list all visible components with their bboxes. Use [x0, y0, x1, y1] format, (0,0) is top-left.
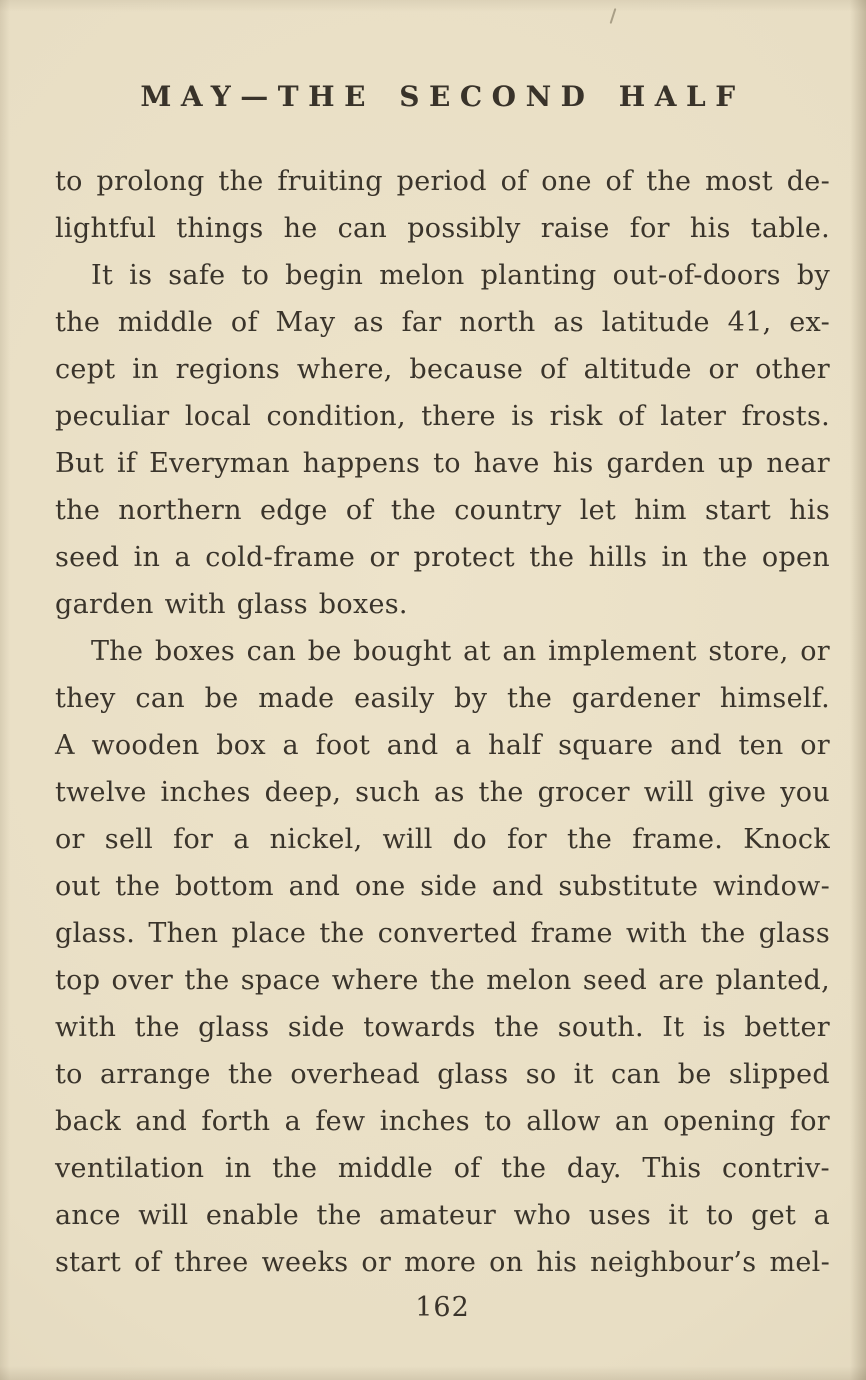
body-line: top over the space where the melon seed are planted, [55, 965, 830, 996]
page-number: 162 [415, 1292, 470, 1323]
body-line: glass. Then place the converted frame with the glass [55, 918, 830, 949]
body-line: cept in regions where, because of altitude or other [55, 354, 830, 385]
body-line: lightful things he can possibly raise for his table. [55, 213, 830, 244]
page-header: MAY—THE SECOND HALF [140, 80, 745, 113]
body-line: peculiar local condition, there is risk of later frosts. [55, 401, 830, 432]
body-line: to prolong the fruiting period of one of the most de- [55, 166, 830, 197]
body-line: It is safe to begin melon planting out-of-doors by [91, 260, 830, 291]
body-line: start of three weeks or more on his neighbour’s mel- [55, 1247, 830, 1278]
body-line: with the glass side towards the south. It is better [55, 1012, 830, 1043]
body-line: ventilation in the middle of the day. This contriv- [55, 1153, 830, 1184]
body-line: or sell for a nickel, will do for the frame. Knock [55, 824, 830, 855]
body-line: they can be made easily by the gardener himself. [55, 683, 830, 714]
body-line: garden with glass boxes. [55, 589, 408, 620]
body-line: to arrange the overhead glass so it can be slipped [55, 1059, 830, 1090]
body-text [55, 158, 830, 1286]
body-line: A wooden box a foot and a half square and ten or [55, 730, 830, 761]
body-line: The boxes can be bought at an implement store, or [91, 636, 830, 667]
body-line: twelve inches deep, such as the grocer will give you [55, 777, 830, 808]
body-line: seed in a cold-frame or protect the hills in the open [55, 542, 830, 573]
body-line: the middle of May as far north as latitude 41, ex- [55, 307, 830, 338]
body-line: out the bottom and one side and substitute window- [55, 871, 830, 902]
body-line: back and forth a few inches to allow an opening for [55, 1106, 830, 1137]
paper-scratch-mark [610, 8, 617, 24]
body-line: But if Everyman happens to have his garden up near [55, 448, 830, 479]
body-line: ance will enable the amateur who uses it to get a [55, 1200, 830, 1231]
body-line: the northern edge of the country let him start his [55, 495, 830, 526]
